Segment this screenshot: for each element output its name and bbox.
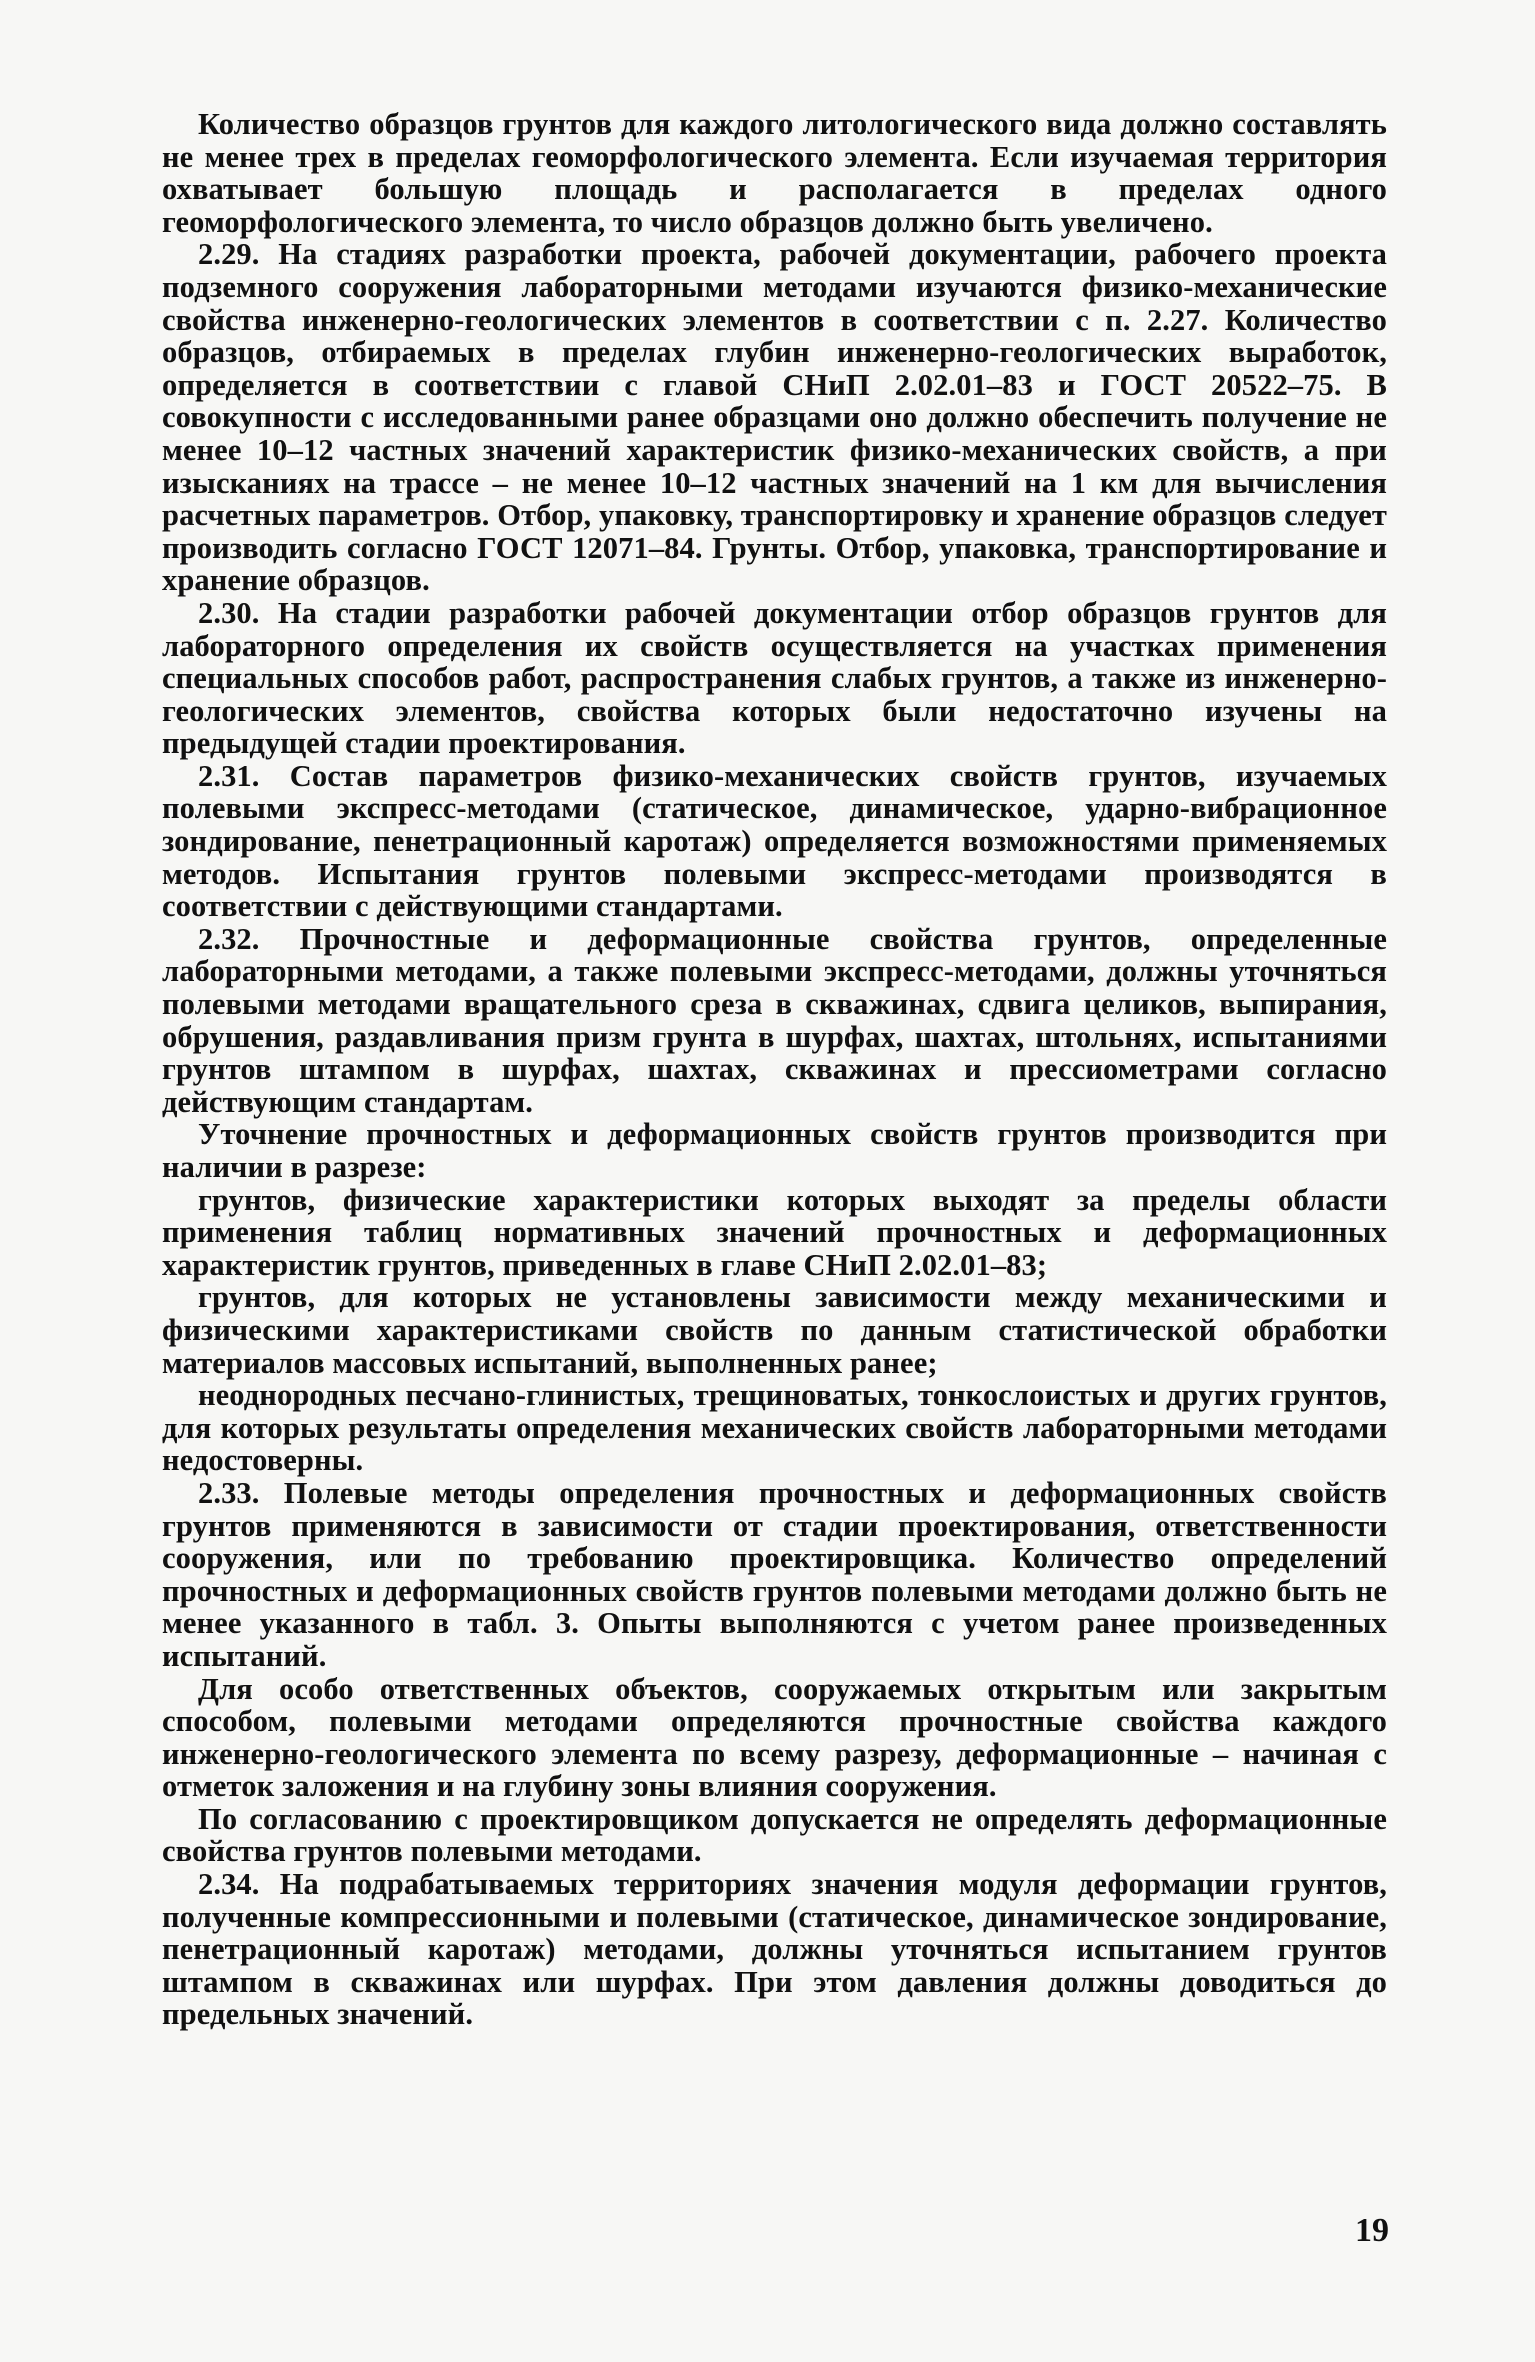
paragraph-2-30: 2.30. На стадии разработки рабочей документации отбор образцов грунтов для лабораторного определения их свойств осуществляется на участках применения специальных способов работ, распространения слабых грунтов, а также из инженерно-геологических элементов, свойства которых были недостаточно изучены на предыдущей стадии проектирования. — [162, 595, 1387, 761]
paragraph-2-29: 2.29. На стадиях разработки проекта, рабочей документации, рабочего проекта подземного сооружения лабораторными методами изучаются физико-механические свойства инженерно-геологических элементов в соответствии с п. 2.27. Количество образцов, отбираемых в пределах глубин инженерно-геологических выработок, определяется в соответствии с главой СНиП 2.02.01–83 и ГОСТ 20522–75. В совокупности с исследованными ранее образцами оно должно обеспечить получение не менее 10–12 частных значений характеристик физико-механических свойств, а при изысканиях на трассе – не менее 10–12 частных значений на 1 км для вычисления расчетных параметров. Отбор, упаковку, транспортировку и хранение образцов следует производить согласно ГОСТ 12071–84. Грунты. Отбор, упаковка, транспортирование и хранение образцов. — [162, 237, 1387, 598]
paragraph-special-objects: Для особо ответственных объектов, сооружаемых открытым или закрытым способом, полевыми методами определяются прочностные свойства каждого инженерно-геологического элемента по всему разрезу, деформационные – начиная с отметок заложения и на глубину зоны влияния сооружения. — [162, 1671, 1387, 1804]
page-number: 19 — [1355, 2212, 1389, 2249]
paragraph-2-33: 2.33. Полевые методы определения прочностных и деформационных свойств грунтов применяются в зависимости от стадии проектирования, ответственности сооружения, или по требованию проектировщика. Количество определений прочностных и деформационных свойств грунтов полевыми методами должно быть не менее указанного в табл. 3. Опыты выполняются с учетом ранее произведенных испытаний. — [162, 1475, 1387, 1673]
paragraph-agreement: По согласованию с проектировщиком допускается не определять деформационные свойства грунтов полевыми методами. — [162, 1801, 1387, 1869]
paragraph-intro: Количество образцов грунтов для каждого литологического вида должно составлять не менее трех в пределах геоморфологического элемента. Если изучаемая территория охватывает большую площадь и располагается в пределах одного геоморфологического элемента, то число образцов должно быть увеличено. — [162, 107, 1387, 239]
paragraph-2-31: 2.31. Состав параметров физико-механических свойств грунтов, изучаемых полевыми экспресс-методами (статическое, динамическое, ударно-вибрационное зондирование, пенетрационный каротаж) определяется возможностями применяемых методов. Испытания грунтов полевыми экспресс-методами производятся в соответствии с действующими стандартами. — [162, 758, 1387, 924]
paragraph-refinement: Уточнение прочностных и деформационных свойств грунтов производится при наличии в разрезе: — [162, 1117, 1387, 1184]
list-item: неоднородных песчано-глинистых, трещиноватых, тонкослоистых и других грунтов, для которых результаты определения механических свойств лабораторными методами недостоверны. — [162, 1378, 1387, 1478]
list-item: грунтов, физические характеристики которых выходят за пределы области применения таблиц нормативных значений прочностных и деформационных характеристик грунтов, приведенных в главе СНиП 2.02.01–83; — [162, 1182, 1387, 1282]
body-text — [162, 108, 1387, 2031]
paragraph-2-32: 2.32. Прочностные и деформационные свойства грунтов, определенные лабораторными методами, а также полевыми экспресс-методами, должны уточняться полевыми методами вращательного среза в скважинах, сдвига целиков, выпирания, обрушения, раздавливания призм грунта в шурфах, шахтах, штольнях, испытаниями грунтов штампом в шурфах, шахтах, скважинах и прессиометрами согласно действующим стандартам. — [162, 921, 1387, 1119]
list-item: грунтов, для которых не установлены зависимости между механическими и физическими характеристиками свойств по данным статистической обработки материалов массовых испытаний, выполненных ранее; — [162, 1280, 1387, 1380]
paragraph-2-34: 2.34. На подрабатываемых территориях значения модуля деформации грунтов, полученные компрессионными и полевыми (статическое, динамическое зондирование, пенетрационный каротаж) методами, должны уточняться испытанием грунтов штампом в скважинах или шурфах. При этом давления должны доводиться до предельных значений. — [162, 1867, 1387, 2032]
